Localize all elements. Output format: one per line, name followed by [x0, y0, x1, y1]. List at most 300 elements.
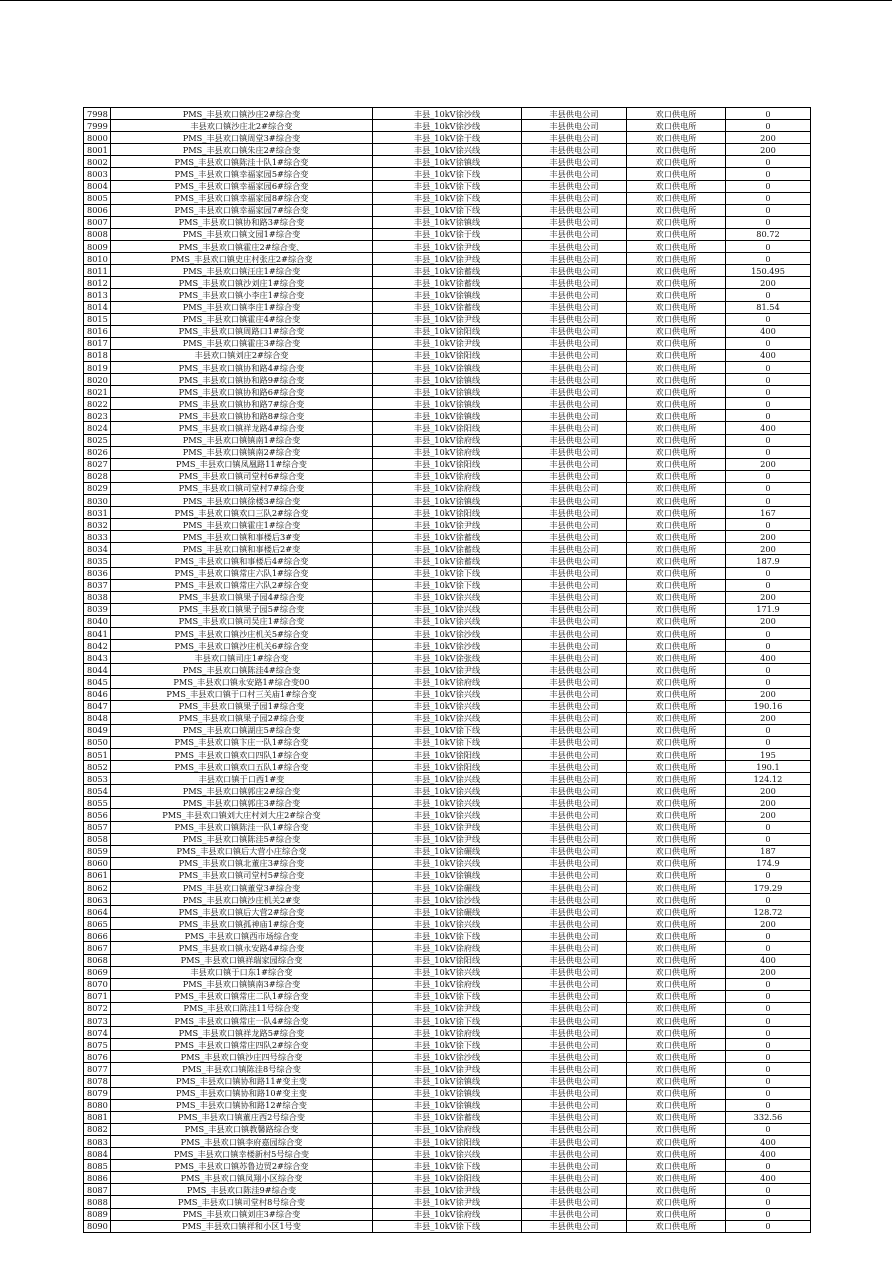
feeder-line-cell: 丰县_10kV徐镇线	[373, 289, 522, 301]
station-cell: 欢口供电所	[627, 724, 726, 736]
feeder-line-cell: 丰县_10kV徐下线	[373, 204, 522, 216]
value-cell: 128.72	[726, 906, 811, 918]
station-cell: 欢口供电所	[627, 422, 726, 434]
company-cell: 丰县供电公司	[522, 519, 627, 531]
value-cell: 200	[726, 797, 811, 809]
company-cell: 丰县供电公司	[522, 761, 627, 773]
table-row	[84, 640, 811, 652]
row-id-cell: 8010	[84, 253, 111, 265]
feeder-line-cell: 丰县_10kV徐府线	[373, 978, 522, 990]
feeder-line-cell: 丰县_10kV徐张线	[373, 652, 522, 664]
row-id-cell: 8012	[84, 277, 111, 289]
table-row	[84, 748, 811, 760]
station-cell: 欢口供电所	[627, 1111, 726, 1123]
row-id-cell: 8035	[84, 555, 111, 567]
feeder-line-cell: 丰县_10kV徐尹线	[373, 833, 522, 845]
feeder-line-cell: 丰县_10kV徐下线	[373, 1039, 522, 1051]
row-id-cell: 8000	[84, 132, 111, 144]
station-cell: 欢口供电所	[627, 361, 726, 373]
feeder-line-cell: 丰县_10kV徐兴线	[373, 785, 522, 797]
transformer-name-cell: PMS_丰县欢口镇后大营2#综合变	[111, 906, 373, 918]
company-cell: 丰县供电公司	[522, 349, 627, 361]
value-cell: 0	[726, 869, 811, 881]
row-id-cell: 8076	[84, 1051, 111, 1063]
transformer-name-cell: PMS_丰县欢口镇于口村三关庙1#综合变	[111, 688, 373, 700]
station-cell: 欢口供电所	[627, 120, 726, 132]
feeder-line-cell: 丰县_10kV徐尹线	[373, 1196, 522, 1208]
row-id-cell: 8054	[84, 785, 111, 797]
table-row	[84, 797, 811, 809]
table-row	[84, 591, 811, 603]
row-id-cell: 8028	[84, 470, 111, 482]
row-id-cell: 8031	[84, 507, 111, 519]
value-cell: 0	[726, 628, 811, 640]
row-id-cell: 8071	[84, 990, 111, 1002]
transformer-name-cell: PMS_丰县欢口镇司堂村8号综合变	[111, 1196, 373, 1208]
table-row	[84, 906, 811, 918]
row-id-cell: 8066	[84, 930, 111, 942]
station-cell: 欢口供电所	[627, 845, 726, 857]
company-cell: 丰县供电公司	[522, 253, 627, 265]
transformer-name-cell: PMS_丰县欢口镇孤神庙1#综合变	[111, 918, 373, 930]
station-cell: 欢口供电所	[627, 918, 726, 930]
feeder-line-cell: 丰县_10kV徐镇线	[373, 156, 522, 168]
transformer-name-cell: PMS_丰县欢口镇和事楼后3#变	[111, 531, 373, 543]
company-cell: 丰县供电公司	[522, 1135, 627, 1147]
value-cell: 0	[726, 676, 811, 688]
company-cell: 丰县供电公司	[522, 652, 627, 664]
station-cell: 欢口供电所	[627, 337, 726, 349]
table-row	[84, 120, 811, 132]
transformer-name-cell: PMS_丰县欢口镇沙庄四号综合变	[111, 1051, 373, 1063]
row-id-cell: 8074	[84, 1027, 111, 1039]
value-cell: 0	[726, 1160, 811, 1172]
feeder-line-cell: 丰县_10kV徐碾线	[373, 906, 522, 918]
table-row	[84, 579, 811, 591]
station-cell: 欢口供电所	[627, 519, 726, 531]
value-cell: 0	[726, 434, 811, 446]
row-id-cell: 8046	[84, 688, 111, 700]
table-row	[84, 337, 811, 349]
row-id-cell: 8015	[84, 313, 111, 325]
station-cell: 欢口供电所	[627, 1015, 726, 1027]
feeder-line-cell: 丰县_10kV徐镇线	[373, 869, 522, 881]
value-cell: 187	[726, 845, 811, 857]
transformer-name-cell: PMS_丰县欢口镇果子园4#综合变	[111, 591, 373, 603]
station-cell: 欢口供电所	[627, 386, 726, 398]
station-cell: 欢口供电所	[627, 894, 726, 906]
company-cell: 丰县供电公司	[522, 797, 627, 809]
feeder-line-cell: 丰县_10kV徐下线	[373, 1220, 522, 1232]
transformer-name-cell: PMS_丰县欢口镇汪庄1#综合变	[111, 265, 373, 277]
company-cell: 丰县供电公司	[522, 954, 627, 966]
value-cell: 0	[726, 241, 811, 253]
row-id-cell: 8085	[84, 1160, 111, 1172]
row-id-cell: 8055	[84, 797, 111, 809]
row-id-cell: 7998	[84, 108, 111, 120]
value-cell: 400	[726, 325, 811, 337]
company-cell: 丰县供电公司	[522, 1184, 627, 1196]
transformer-name-cell: PMS_丰县欢口镇协和路7#综合变	[111, 398, 373, 410]
transformer-name-cell: 丰县欢口镇司庄1#综合变	[111, 652, 373, 664]
feeder-line-cell: 丰县_10kV徐镇线	[373, 1099, 522, 1111]
row-id-cell: 8050	[84, 736, 111, 748]
page-top-border	[0, 0, 892, 1]
station-cell: 欢口供电所	[627, 1087, 726, 1099]
value-cell: 0	[726, 1002, 811, 1014]
row-id-cell: 8048	[84, 712, 111, 724]
feeder-line-cell: 丰县_10kV徐镇线	[373, 386, 522, 398]
table-row	[84, 990, 811, 1002]
company-cell: 丰县供电公司	[522, 990, 627, 1002]
value-cell: 0	[726, 1039, 811, 1051]
company-cell: 丰县供电公司	[522, 978, 627, 990]
company-cell: 丰县供电公司	[522, 1123, 627, 1135]
transformer-name-cell: PMS_丰县欢口镇镇南2#综合变	[111, 446, 373, 458]
table-row	[84, 289, 811, 301]
company-cell: 丰县供电公司	[522, 241, 627, 253]
feeder-line-cell: 丰县_10kV徐尹线	[373, 1063, 522, 1075]
row-id-cell: 8002	[84, 156, 111, 168]
station-cell: 欢口供电所	[627, 398, 726, 410]
row-id-cell: 8032	[84, 519, 111, 531]
feeder-line-cell: 丰县_10kV徐府线	[373, 446, 522, 458]
feeder-line-cell: 丰县_10kV徐府线	[373, 482, 522, 494]
feeder-line-cell: 丰县_10kV徐府线	[373, 942, 522, 954]
table-row	[84, 531, 811, 543]
station-cell: 欢口供电所	[627, 579, 726, 591]
company-cell: 丰县供电公司	[522, 833, 627, 845]
feeder-line-cell: 丰县_10kV徐尹线	[373, 1002, 522, 1014]
company-cell: 丰县供电公司	[522, 470, 627, 482]
transformer-name-cell: PMS_丰县欢口镇教馨路综合变	[111, 1123, 373, 1135]
transformer-name-cell: PMS_丰县欢口镇幸福家园5#综合变	[111, 168, 373, 180]
feeder-line-cell: 丰县_10kV徐于线	[373, 228, 522, 240]
value-cell: 400	[726, 954, 811, 966]
station-cell: 欢口供电所	[627, 664, 726, 676]
value-cell: 0	[726, 386, 811, 398]
row-id-cell: 8018	[84, 349, 111, 361]
station-cell: 欢口供电所	[627, 857, 726, 869]
company-cell: 丰县供电公司	[522, 216, 627, 228]
station-cell: 欢口供电所	[627, 615, 726, 627]
transformer-name-cell: PMS_丰县欢口镇协和路8#综合变	[111, 410, 373, 422]
transformer-name-cell: PMS_丰县欢口镇沙刘庄1#综合变	[111, 277, 373, 289]
transformer-name-cell: PMS_丰县欢口镇祥龙路4#综合变	[111, 422, 373, 434]
feeder-line-cell: 丰县_10kV徐阳线	[373, 1172, 522, 1184]
table-row	[84, 700, 811, 712]
table-row	[84, 894, 811, 906]
transformer-name-cell: PMS_丰县欢口镇文园1#综合变	[111, 228, 373, 240]
feeder-line-cell: 丰县_10kV徐尹线	[373, 519, 522, 531]
table-row	[84, 1015, 811, 1027]
company-cell: 丰县供电公司	[522, 918, 627, 930]
feeder-line-cell: 丰县_10kV徐尹线	[373, 664, 522, 676]
value-cell: 400	[726, 422, 811, 434]
station-cell: 欢口供电所	[627, 313, 726, 325]
company-cell: 丰县供电公司	[522, 1111, 627, 1123]
feeder-line-cell: 丰县_10kV徐府线	[373, 470, 522, 482]
feeder-line-cell: 丰县_10kV徐府线	[373, 676, 522, 688]
company-cell: 丰县供电公司	[522, 495, 627, 507]
row-id-cell: 8064	[84, 906, 111, 918]
table-row	[84, 942, 811, 954]
station-cell: 欢口供电所	[627, 1135, 726, 1147]
station-cell: 欢口供电所	[627, 204, 726, 216]
table-row	[84, 1002, 811, 1014]
transformer-name-cell: PMS_丰县欢口镇周堂3#综合变	[111, 132, 373, 144]
station-cell: 欢口供电所	[627, 1002, 726, 1014]
row-id-cell: 8024	[84, 422, 111, 434]
station-cell: 欢口供电所	[627, 507, 726, 519]
transformer-name-cell: PMS_丰县欢口镇董庄西2号综合变	[111, 1111, 373, 1123]
company-cell: 丰县供电公司	[522, 482, 627, 494]
table-row	[84, 156, 811, 168]
station-cell: 欢口供电所	[627, 1039, 726, 1051]
row-id-cell: 8029	[84, 482, 111, 494]
table-row	[84, 567, 811, 579]
value-cell: 0	[726, 482, 811, 494]
feeder-line-cell: 丰县_10kV徐下线	[373, 990, 522, 1002]
value-cell: 0	[726, 579, 811, 591]
row-id-cell: 8058	[84, 833, 111, 845]
transformer-name-cell: PMS_丰县欢口镇陈洼5#综合变	[111, 833, 373, 845]
transformer-name-cell: PMS_丰县欢口镇沙庄机关2#变	[111, 894, 373, 906]
transformer-name-cell: PMS_丰县欢口镇李府嘉园综合变	[111, 1135, 373, 1147]
company-cell: 丰县供电公司	[522, 603, 627, 615]
table-row	[84, 1075, 811, 1087]
row-id-cell: 8080	[84, 1099, 111, 1111]
company-cell: 丰县供电公司	[522, 301, 627, 313]
company-cell: 丰县供电公司	[522, 446, 627, 458]
row-id-cell: 8023	[84, 410, 111, 422]
company-cell: 丰县供电公司	[522, 724, 627, 736]
value-cell: 200	[726, 277, 811, 289]
company-cell: 丰县供电公司	[522, 1015, 627, 1027]
company-cell: 丰县供电公司	[522, 857, 627, 869]
company-cell: 丰县供电公司	[522, 567, 627, 579]
transformer-name-cell: PMS_丰县欢口镇郭庄3#综合变	[111, 797, 373, 809]
transformer-name-cell: PMS_丰县欢口镇祥龙路5#综合变	[111, 1027, 373, 1039]
station-cell: 欢口供电所	[627, 277, 726, 289]
value-cell: 0	[726, 942, 811, 954]
company-cell: 丰县供电公司	[522, 434, 627, 446]
value-cell: 0	[726, 664, 811, 676]
row-id-cell: 8067	[84, 942, 111, 954]
company-cell: 丰县供电公司	[522, 894, 627, 906]
transformer-name-cell: PMS_丰县欢口镇湖庄5#综合变	[111, 724, 373, 736]
station-cell: 欢口供电所	[627, 567, 726, 579]
feeder-line-cell: 丰县_10kV徐兴线	[373, 809, 522, 821]
feeder-line-cell: 丰县_10kV徐阳线	[373, 507, 522, 519]
row-id-cell: 8042	[84, 640, 111, 652]
row-id-cell: 8068	[84, 954, 111, 966]
feeder-line-cell: 丰县_10kV徐下线	[373, 168, 522, 180]
feeder-line-cell: 丰县_10kV徐兴线	[373, 144, 522, 156]
row-id-cell: 8047	[84, 700, 111, 712]
company-cell: 丰县供电公司	[522, 882, 627, 894]
station-cell: 欢口供电所	[627, 869, 726, 881]
row-id-cell: 8006	[84, 204, 111, 216]
station-cell: 欢口供电所	[627, 156, 726, 168]
table-row	[84, 1111, 811, 1123]
station-cell: 欢口供电所	[627, 265, 726, 277]
feeder-line-cell: 丰县_10kV徐尹线	[373, 313, 522, 325]
row-id-cell: 8016	[84, 325, 111, 337]
table-row	[84, 253, 811, 265]
station-cell: 欢口供电所	[627, 228, 726, 240]
transformer-name-cell: PMS_丰县欢口镇欢口三队2#综合变	[111, 507, 373, 519]
transformer-name-cell: PMS_丰县欢口镇欢口四队1#综合变	[111, 748, 373, 760]
company-cell: 丰县供电公司	[522, 930, 627, 942]
feeder-line-cell: 丰县_10kV徐镇线	[373, 398, 522, 410]
table-row	[84, 434, 811, 446]
table-row	[84, 712, 811, 724]
transformer-name-cell: 丰县欢口镇于口东1#综合变	[111, 966, 373, 978]
row-id-cell: 8063	[84, 894, 111, 906]
table-row	[84, 446, 811, 458]
value-cell: 195	[726, 748, 811, 760]
transformer-name-cell: PMS_丰县欢口镇陈洼8号综合变	[111, 1063, 373, 1075]
station-cell: 欢口供电所	[627, 446, 726, 458]
row-id-cell: 8026	[84, 446, 111, 458]
feeder-line-cell: 丰县_10kV徐下线	[373, 180, 522, 192]
value-cell: 190.1	[726, 761, 811, 773]
station-cell: 欢口供电所	[627, 906, 726, 918]
station-cell: 欢口供电所	[627, 410, 726, 422]
value-cell: 0	[726, 156, 811, 168]
value-cell: 200	[726, 809, 811, 821]
transformer-name-cell: PMS_丰县欢口镇周路口1#综合变	[111, 325, 373, 337]
feeder-line-cell: 丰县_10kV徐阳线	[373, 422, 522, 434]
value-cell: 0	[726, 398, 811, 410]
table-row	[84, 615, 811, 627]
row-id-cell: 8049	[84, 724, 111, 736]
feeder-line-cell: 丰县_10kV徐尹线	[373, 337, 522, 349]
feeder-line-cell: 丰县_10kV徐镇线	[373, 1075, 522, 1087]
station-cell: 欢口供电所	[627, 1075, 726, 1087]
table-row	[84, 1220, 811, 1232]
table-row	[84, 1123, 811, 1135]
table-row	[84, 857, 811, 869]
company-cell: 丰县供电公司	[522, 676, 627, 688]
table-row	[84, 664, 811, 676]
feeder-line-cell: 丰县_10kV徐府线	[373, 1123, 522, 1135]
value-cell: 0	[726, 337, 811, 349]
company-cell: 丰县供电公司	[522, 132, 627, 144]
row-id-cell: 8069	[84, 966, 111, 978]
transformer-name-cell: PMS_丰县欢口镇北董庄3#综合变	[111, 857, 373, 869]
company-cell: 丰县供电公司	[522, 543, 627, 555]
row-id-cell: 8022	[84, 398, 111, 410]
station-cell: 欢口供电所	[627, 954, 726, 966]
station-cell: 欢口供电所	[627, 482, 726, 494]
transformer-name-cell: PMS_丰县欢口镇李庄1#综合变	[111, 301, 373, 313]
table-row	[84, 180, 811, 192]
value-cell: 0	[726, 821, 811, 833]
transformer-name-cell: PMS_丰县欢口镇协和路9#综合变	[111, 374, 373, 386]
company-cell: 丰县供电公司	[522, 108, 627, 120]
company-cell: 丰县供电公司	[522, 773, 627, 785]
station-cell: 欢口供电所	[627, 1063, 726, 1075]
company-cell: 丰县供电公司	[522, 712, 627, 724]
transformer-table	[83, 107, 811, 1233]
station-cell: 欢口供电所	[627, 132, 726, 144]
row-id-cell: 8004	[84, 180, 111, 192]
table-row	[84, 1087, 811, 1099]
table-row	[84, 736, 811, 748]
company-cell: 丰县供电公司	[522, 386, 627, 398]
company-cell: 丰县供电公司	[522, 204, 627, 216]
transformer-name-cell: PMS_丰县欢口镇果子园5#综合变	[111, 603, 373, 615]
row-id-cell: 8007	[84, 216, 111, 228]
company-cell: 丰县供电公司	[522, 374, 627, 386]
company-cell: 丰县供电公司	[522, 688, 627, 700]
company-cell: 丰县供电公司	[522, 869, 627, 881]
station-cell: 欢口供电所	[627, 821, 726, 833]
transformer-name-cell: PMS_丰县欢口镇小李庄1#综合变	[111, 289, 373, 301]
company-cell: 丰县供电公司	[522, 192, 627, 204]
company-cell: 丰县供电公司	[522, 1039, 627, 1051]
table-row	[84, 482, 811, 494]
transformer-name-cell: PMS_丰县欢口镇和事楼后4#综合变	[111, 555, 373, 567]
company-cell: 丰县供电公司	[522, 748, 627, 760]
transformer-name-cell: PMS_丰县欢口镇协和路6#综合变	[111, 386, 373, 398]
company-cell: 丰县供电公司	[522, 809, 627, 821]
transformer-name-cell: PMS_丰县欢口陈洼11号综合变	[111, 1002, 373, 1014]
transformer-name-cell: PMS_丰县欢口镇永安路1#综合变00	[111, 676, 373, 688]
row-id-cell: 8008	[84, 228, 111, 240]
table-row	[84, 785, 811, 797]
table-row	[84, 507, 811, 519]
table-row	[84, 821, 811, 833]
value-cell: 0	[726, 108, 811, 120]
feeder-line-cell: 丰县_10kV徐蓄线	[373, 1111, 522, 1123]
value-cell: 0	[726, 216, 811, 228]
value-cell: 0	[726, 470, 811, 482]
station-cell: 欢口供电所	[627, 712, 726, 724]
row-id-cell: 8013	[84, 289, 111, 301]
transformer-name-cell: PMS_丰县欢口陈洼9#综合变	[111, 1184, 373, 1196]
feeder-line-cell: 丰县_10kV徐兴线	[373, 966, 522, 978]
table-row	[84, 978, 811, 990]
row-id-cell: 8077	[84, 1063, 111, 1075]
row-id-cell: 8020	[84, 374, 111, 386]
row-id-cell: 8072	[84, 1002, 111, 1014]
table-row	[84, 398, 811, 410]
transformer-name-cell: PMS_丰县欢口镇祥和小区1号变	[111, 1220, 373, 1232]
station-cell: 欢口供电所	[627, 1099, 726, 1111]
transformer-name-cell: PMS_丰县欢口镇常庄二队1#综合变	[111, 990, 373, 1002]
row-id-cell: 8005	[84, 192, 111, 204]
row-id-cell: 8044	[84, 664, 111, 676]
row-id-cell: 8057	[84, 821, 111, 833]
transformer-name-cell: PMS_丰县欢口镇凤凰路11#综合变	[111, 458, 373, 470]
station-cell: 欢口供电所	[627, 458, 726, 470]
feeder-line-cell: 丰县_10kV徐镇线	[373, 216, 522, 228]
table-row	[84, 1196, 811, 1208]
table-row	[84, 882, 811, 894]
transformer-name-cell: PMS_丰县欢口镇司吴庄1#综合变	[111, 615, 373, 627]
company-cell: 丰县供电公司	[522, 144, 627, 156]
transformer-name-cell: PMS_丰县欢口镇刘大庄村刘大庄2#综合变	[111, 809, 373, 821]
transformer-name-cell: PMS_丰县欢口镇霍庄2#综合变、	[111, 241, 373, 253]
feeder-line-cell: 丰县_10kV徐尹线	[373, 821, 522, 833]
value-cell: 0	[726, 120, 811, 132]
company-cell: 丰县供电公司	[522, 906, 627, 918]
transformer-name-cell: PMS_丰县欢口镇果子园2#综合变	[111, 712, 373, 724]
feeder-line-cell: 丰县_10kV徐阳线	[373, 1135, 522, 1147]
